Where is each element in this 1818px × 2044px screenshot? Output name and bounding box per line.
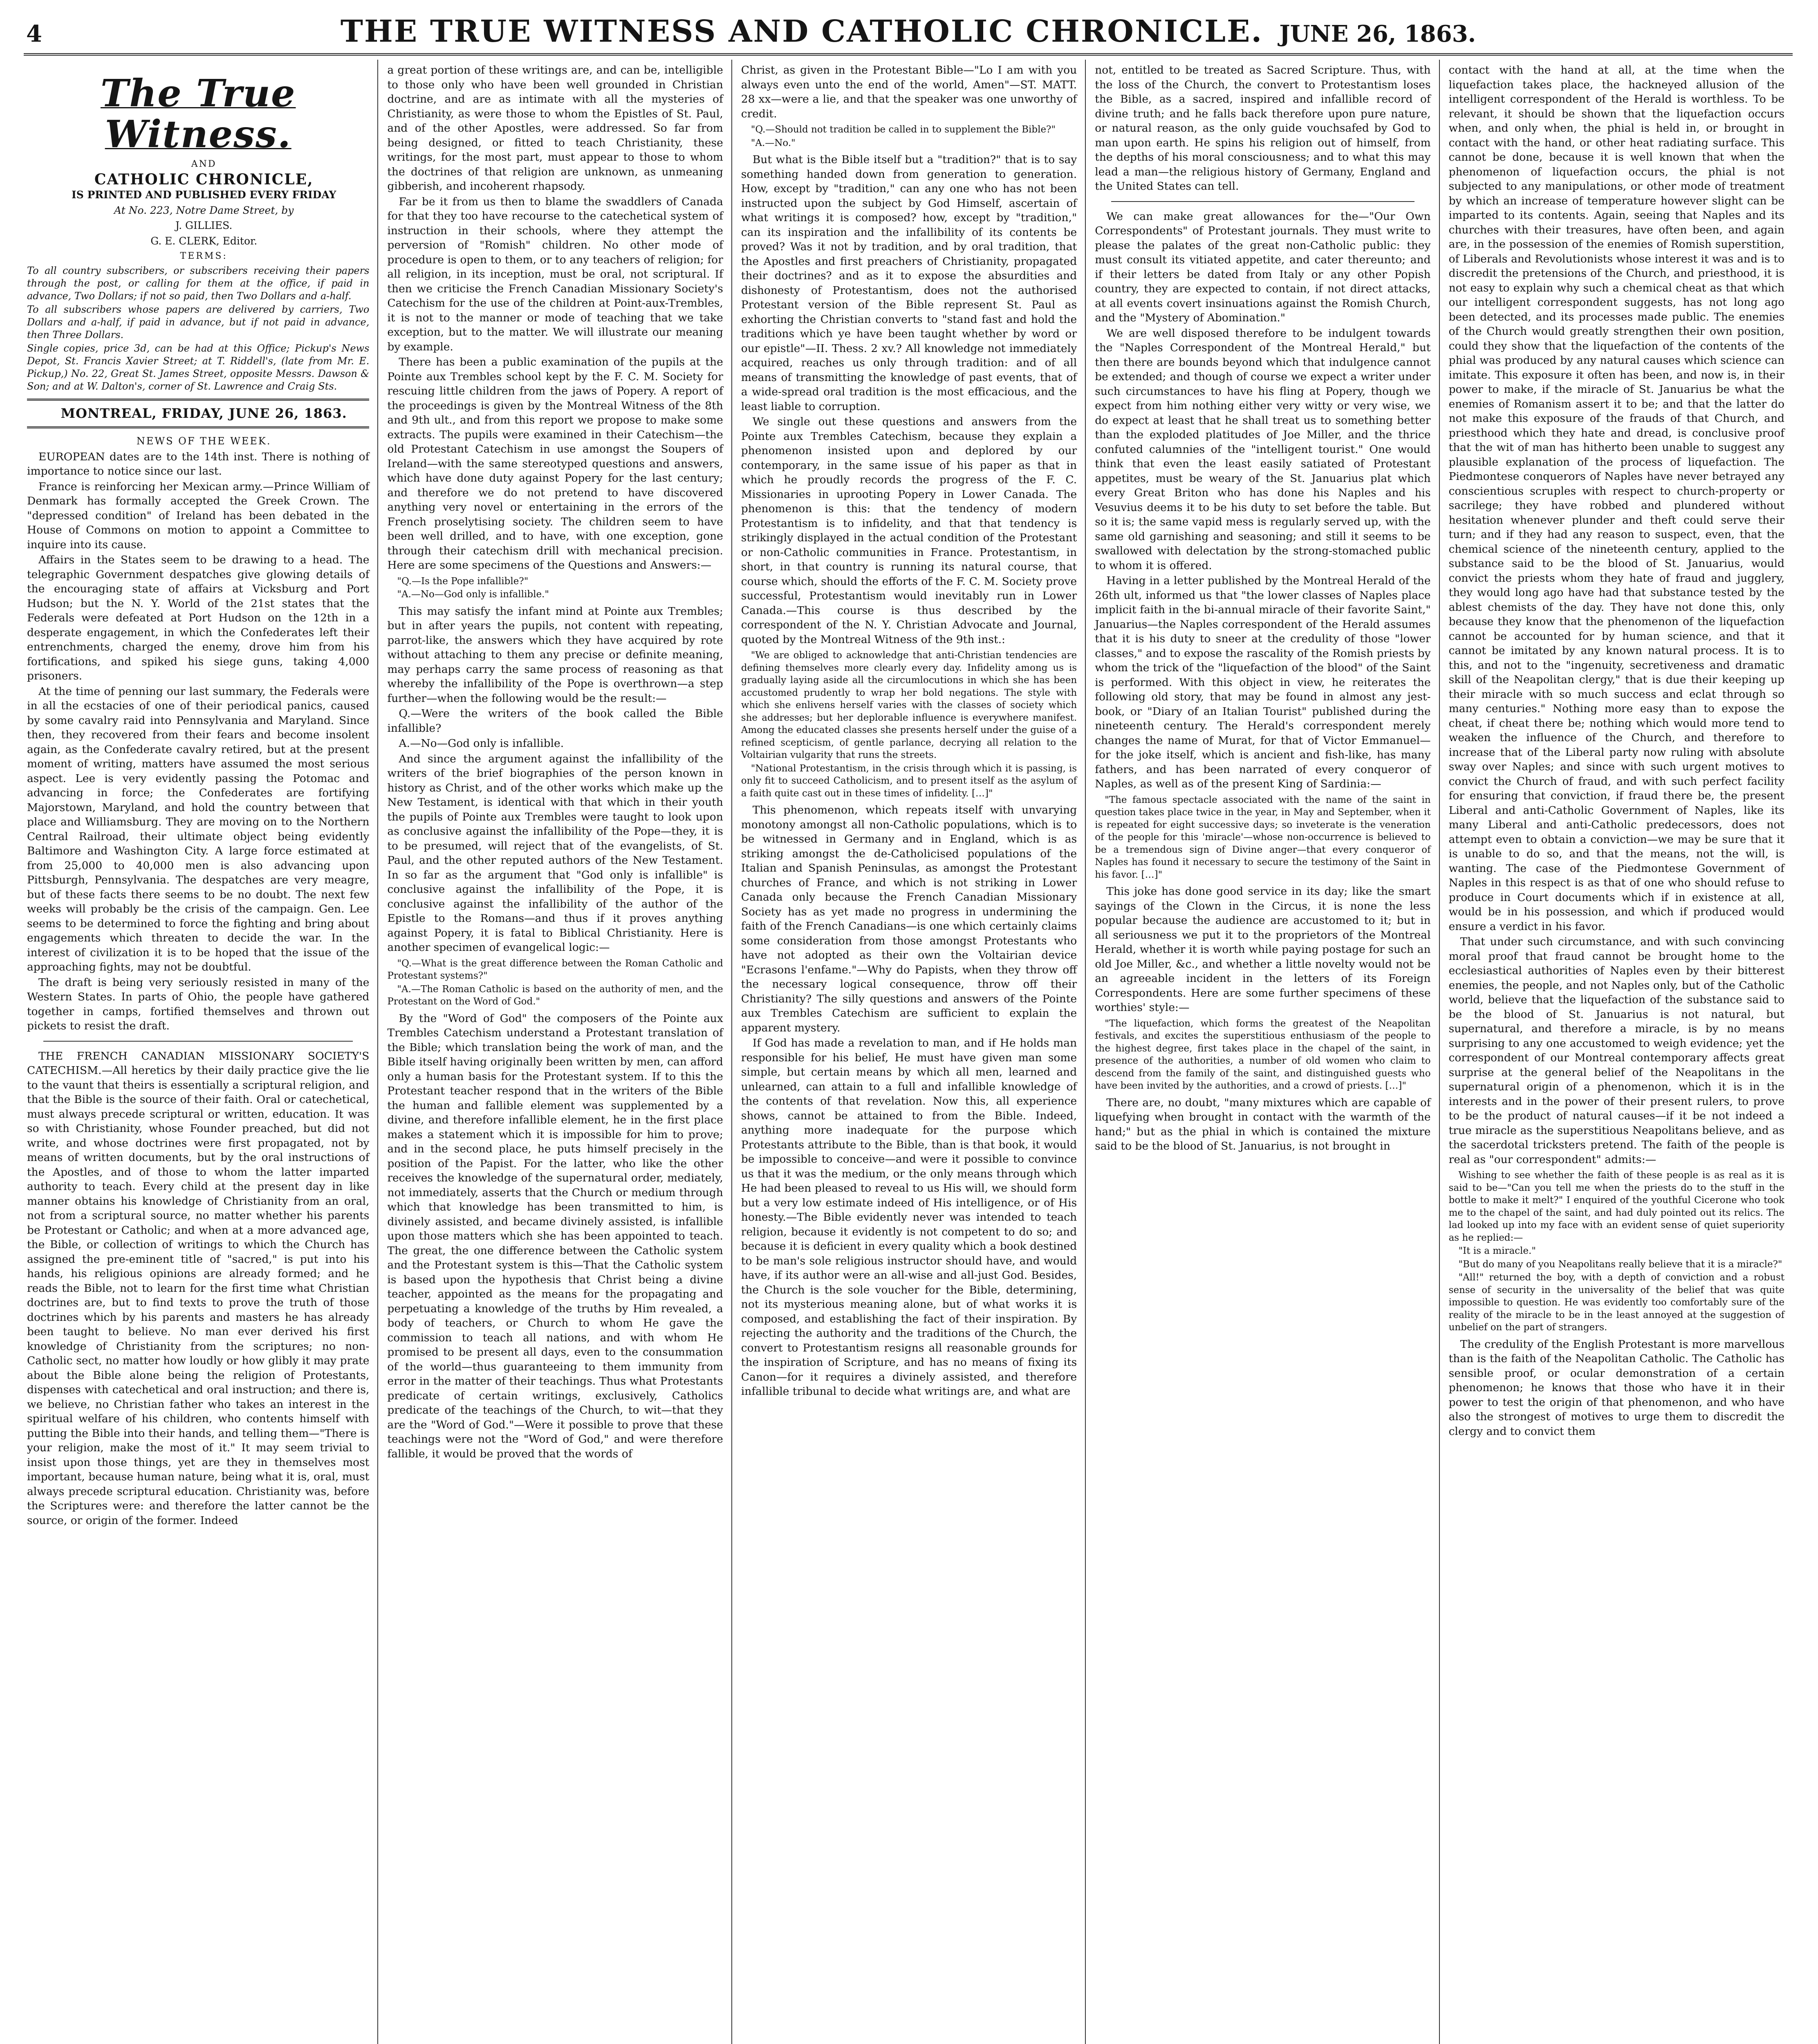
address-line: At No. 223, Notre Dame Street, by	[114, 204, 294, 216]
column-1	[24, 60, 377, 2044]
divider	[43, 1041, 353, 1042]
quote-paragraph: "National Protestantism, in the crisis through which it is passing, is only fit to succeed Catholicism, and to present itself as the asylum of a faith quite cast out in these times of infidelity. […]"	[741, 763, 1077, 799]
column-4	[1085, 60, 1439, 2044]
advocate-quote	[741, 649, 1077, 800]
column-5	[1439, 60, 1793, 2044]
article-paragraph: If God has made a revelation to man, and if He holds man responsible for his belief, He must have given man some simple, but certain means by which all men, learned and unlearned, can attain to a full and infallible knowledge of the contents of that revelation. Now this, all experience shows, cannot be attained to from the Bible. Indeed, anything more inadequate for the purpose which Protestants attribute to the Bible, than is that book, it would be impossible to conceive—and were it possible to convince us that it was the medium, or the only means through which He had been pleased to reveal to us His will, we should form but a very low estimate indeed of His intelligence, or of His honesty.—The Bible evidently never was intended to teach religion, because it evidently is not competent to do so; and because it is deficient in every quality which a book destined to be man's sole religious instructor should have, and would have, if its author were an all-wise and all-just God. Besides, the Church is the sole voucher for the Bible, determining, not its mysterious meaning alone, but of what works it is composed, and establishing the fact of their inspiration. By rejecting the authority and the traditions of the Church, the convert to Protestantism resigns all reasonable grounds for the inspiration of Scripture, and has no means of fixing its Canon—for it requires a divinely assisted, and therefore infallible tribunal to decide what writings are, and what are	[741, 1037, 1077, 1398]
qa-line: "Q.—Is the Pope infallible?"	[397, 576, 529, 587]
terms-item: To all subscribers whose papers are delivered by carriers, Two Dollars and a-half, if paid in advance, but if not paid in advance, then Three Dollars.	[27, 303, 370, 341]
divider	[1111, 201, 1414, 202]
catechism-article-lead	[27, 1049, 369, 1528]
columns	[24, 60, 1793, 2044]
article-paragraph: not, entitled to be treated as Sacred Scripture. Thus, with the loss of the Church, the convert to Protestantism loses the Bible, as a sacred, inspired and infallible record of divine truth; and he falls back therefore upon pure nature, or natural reason, as the only guide vouchsafed by God to man upon earth. He spins his religion out of himself, from the depths of his moral consciousness; and to what this may lead a man—the religious history of Germany, England and the United States can tell.	[1095, 64, 1431, 193]
divider	[27, 426, 369, 428]
quote-paragraph: "It is a miracle."	[1458, 1246, 1536, 1256]
qa-line: "A.—No."	[751, 137, 796, 148]
article-paragraph: But what is the Bible itself but a "tradition?" that is to say something handed down from generation to generation. How, except by "tradition," can any one who has not been instructed upon the subject by God Himself, ascertain of what writings it is composed? how, except by "tradition," can its inspiration and the infallibility of its contents be proved? Was it not by tradition, and by oral tradition, that the Apostles and first preachers of Christianity, propagated their doctrines? and as it to expose the absurdities and dishonesty of Protestantism, does not the authorised Protestant version of the Bible represent St. Paul as exhorting the Christian converts to "stand fast and hold the traditions which ye have been taught whether by word or our epistle"—II. Thess. 2 xv.? All knowledge not immediately acquired, reaches us only through tradition: and of all means of transmitting the knowledge of past events, that of a wide-spread oral tradition is the most efficacious, and the least liable to corruption.	[741, 153, 1077, 413]
article-paragraph: By the "Word of God" the composers of the Pointe aux Trembles Catechism understand a Protestant translation of the Bible; which translation being the work of man, and the Bible itself having originally been written by men, can afford only a human basis for the Protestant system. If to this the Protestant teacher respond that in the writers of the Bible the human and fallible element was supplemented by a divine, and therefore infallible element, he in the first place makes a statement which it is impossible for him to prove; and in the second place, he puts himself precisely in the position of the Papist. For the latter, who like the other receives the knowledge of the supernatural order, mediately, not immediately, asserts that the Church or medium through which that knowledge has been transmitted to him, is divinely assisted, and became divinely assisted, is infallible upon those matters which she has been appointed to teach. The great, the one difference between the Catholic system and the Protestant system is this—That the Catholic system is based upon the hypothesis that Christ being a divine teacher, appointed as the means for the propagating and perpetuating a knowledge of the truths by Him revealed, a body of teachers, or Church to whom He gave the commission to teach all nations, and with whom He promised to be present all days, even to the consummation of the world—thus guaranteeing to them immunity from error in the matter of their teachings. Thus what Protestants predicate of certain writings, exclusively, Catholics predicate of the teachings of the Church, to wit—that they are the "Word of God."—Were it possible to prove that these teachings were not the "Word of God," and were therefore fallible, it would be proved that the words of	[387, 1012, 723, 1460]
article-paragraph: There has been a public examination of the pupils at the Pointe aux Trembles school kept by the F. C. M. Society for rescuing little children from the jaws of Popery. A report of the proceedings is given by the Montreal Witness of the 8th and 9th ult., and from this report we propose to make some extracts. The pupils were examined in their Catechism—the old Protestant Catechism in use amongst the Soupers of Ireland—with the same stereotyped questions and answers, which have done duty against Popery for the last century; and therefore we do not pretend to have discovered anything very novel or entertaining in the errors of the French proselytising society. The children seem to have been well drilled, and to have, with one exception, gone through their catechism drill with mechanical precision. Here are some specimens of the Questions and Answers:—	[387, 356, 723, 572]
article-paragraph: Far be it from us then to blame the swaddlers of Canada for that they too have recourse to the catechetical system of instruction in their schools, where they attempt the perversion of "Romish" children. No other mode of procedure is open to them, or to any teachers of religion; for all religion, in its inception, must be oral, not scriptural. If then we criticise the French Canadian Missionary Society's Catechism for the use of the children at Point-aux-Trembles, it is not to the manner or mode of teaching that we take exception, but to the matter. We will illustrate our meaning by example.	[387, 195, 723, 353]
editor-line: G. E. CLERK, Editor.	[150, 235, 258, 247]
nameplate-and: AND	[191, 159, 217, 169]
publisher-line: J. GILLIES.	[175, 220, 233, 231]
qa-line: "A.—The Roman Catholic is based on the authority of men, and the Protestant on the Word of God."	[387, 984, 723, 1007]
article-paragraph: We single out these questions and answers from the Pointe aux Trembles Catechism, because they explain a phenomenon insisted upon and deplored by our contemporary, in the same issue of his paper as that in which he proudly records the progress of the F. C. Missionaries in uprooting Popery in Lower Canada. The phenomenon is this: that the tendency of modern Protestantism is to infidelity, and that that tendency is strikingly displayed in the actual condition of the Protestant or non-Catholic communities in France. Protestantism, in short, in that country is running its natural course, that course which, should the efforts of the F. C. M. Society prove successful, Protestantism would inevitably run in Lower Canada.—This course is thus described by the correspondent of the N. Y. Christian Advocate and Journal, quoted by the Montreal Witness of the 9th inst.:	[741, 415, 1077, 646]
nameplate-subtitle: CATHOLIC CHRONICLE,	[94, 170, 314, 188]
news-paragraph: The draft is being very seriously resisted in many of the Western States. In parts of Ohio, the people have gathered together in camps, fortified themselves and thrown out pickets to resist the draft.	[27, 976, 370, 1032]
news-paragraph: France is reinforcing her Mexican army.—Prince William of Denmark has formally accepted the Greek Crown. The "depressed condition" of Ireland has been debated in the House of Commons on motion to appoint a Committee to inquire into its cause.	[27, 480, 370, 551]
masthead	[24, 14, 1793, 56]
news-heading: NEWS OF THE WEEK.	[136, 435, 271, 447]
naples-quote	[1095, 794, 1430, 881]
quote-paragraph: "But do many of you Neapolitans really believe that it is a miracle?"	[1458, 1259, 1782, 1270]
article-paragraph: This phenomenon, which repeats itself with unvarying monotony amongst all non-Catholic populations, which is to be witnessed in Germany and in England, which is as striking amongst the de-Catholicised populations of the Italian and Spanish Peninsulas, as amongst the Protestant churches of France, and which is not striking in Lower Canada only because the French Canadian Missionary Society has as yet made no progress in undermining the faith of the French Canadians—is one which certainly claims some consideration from those amongst Protestants who have not adopted as their own the Voltairian device "Ecrasons l'enfame."—Why do Papists, when they throw off the necessary logical consequence, throw off their Christianity? The silly questions and answers of the Pointe aux Trembles Catechism are sufficient to explain the apparent mystery.	[741, 804, 1077, 1034]
news-paragraph: At the time of penning our last summary, the Federals were in all the ecstacies of one of their periodical panics, caused by some cavalry raid into Pennsylvania and Maryland. Since then, they recovered from their fears and become insolent again, as the Confederate cavalry retired, but at the present moment of writing, matters have assumed the most serious aspect. Lee is very evidently passing the Potomac and advancing in force; the Confederates are fortifying Majorstown, Maryland, and hold the country between that place and Williamsburg. They are moving on to the Northern Central Railroad, their ultimate object being evidently Baltimore and Washington City. A large force estimated at from 25,000 to 40,000 men is also advancing upon Pittsburgh, Pennsylvania. The despatches are very meagre, but of these facts there seems to be no doubt. The next few weeks will probably be the crisis of the campaign. Gen. Lee seems to be determined to force the fighting and bring about engagements which threaten to decide the war. In the interest of civilization it is to be hoped that the issue of the approaching fights, may not be doubtful.	[27, 685, 370, 973]
article-paragraph: We are well disposed therefore to be indulgent towards the "Naples Correspondent of the Montreal Herald," but then there are bounds beyond which that indulgence cannot be extended; and though of course we expect a writer under such circumstances to have his fling at Popery, though we expect from him nothing either very witty or very wise, we do expect at least that he shall treat us to something better than the exploded platitudes of Joe Miller, and the thrice confuted calumnies of the "intelligent tourist." One would think that even the least easily satiated of Protestant appetites, must be weary of the St. Januarius plat which every Great Briton who has done his Naples and his Vesuvius deems it to be his duty to set before the table. But so it is; the same vapid mess is regularly served up, with the same old garnishing and seasoning; and still it seems to be swallowed with delectation by the strong-stomached public to whom it is offered.	[1095, 327, 1431, 572]
article-paragraph: a great portion of these writings are, and can be, intelligible to those only who have been well grounded in Christian doctrine, and are as intimate with all the mysteries of Christianity, as were those to whom the Epistles of St. Paul, and of the other Apostles, were addressed. So far from being designed, or fitted to teach Christianity, these writings, for the most part, must appear to those to whom the doctrines of that religion are unknown, as unmeaning gibberish, and incoherent rhapsody.	[387, 64, 723, 193]
qa-block	[387, 575, 723, 601]
quote-paragraph: "The famous spectacle associated with the name of the saint in question takes place twice in the year, in May and September, when it is repeated for eight successive days; so inveterate is the veneration of the people for this 'miracle'—whose non-occurrence is believed to be a tremendous sign of Divine anger—that every conqueror of Naples has found it necessary to secure the testimony of the Saint in his favor. […]"	[1095, 794, 1431, 880]
qa-line: "Q.—Should not tradition be called in to supplement the Bible?"	[751, 124, 1056, 135]
running-date: JUNE 26, 1863.	[1279, 20, 1476, 47]
news-paragraph: Affairs in the States seem to be drawing to a head. The telegraphic Government despatches give glowing details of the encouraging state of affairs at Vicksburg and Port Hudson; but the N. Y. World of the 21st states that the Federals were defeated at Port Hudson on the 12th in a desperate engagement, in which the Confederates left their entrenchments, charged the enemy, drove him from his fortifications, and spiked his siege guns, taking 4,000 prisoners.	[27, 554, 370, 682]
article-paragraph: This joke has done good service in its day; like the smart sayings of the Clown in the Circus, it is none the less popular because the audience are accustomed to it; but in all seriousness we put it to the proprietors of the Montreal Herald, whether it is worth while paying postage for such an old Joe Miller, &c., and whether a little novelty would not be an agreeable incident in the letters of its Foreign Correspondents. Here are some further specimens of these worthies' style:—	[1095, 885, 1431, 1014]
quote-paragraph: Wishing to see whether the faith of these people is as real as it is said to be—"Can you tell me when the priests do to the stuff in the bottle to make it melt?" I enquired of the youthful Cicerone who took me to the chapel of the saint, and had duly pointed out its relics. The lad looked up into my face with an evident sense of quiet superiority as he replied:—	[1448, 1170, 1784, 1243]
article-paragraph: A.—No—God only is infallible.	[399, 737, 564, 750]
article-paragraph: Q.—Were the writers of the book called the Bible infallible?	[387, 707, 723, 735]
qa-line: "Q.—What is the great difference between the Roman Catholic and Protestant systems?"	[387, 958, 723, 981]
printed-line: IS PRINTED AND PUBLISHED EVERY FRIDAY	[72, 189, 336, 201]
terms-block	[27, 264, 369, 393]
article-paragraph: Having in a letter published by the Montreal Herald of the 26th ult, informed us that "the lower classes of Naples place implicit faith in the bi-annual miracle of their favorite Saint," Januarius—the Naples correspondent of the Herald assumes that it is his duty to sneer at the credulity of those "lower classes," and to expose the rascality of the Romish priests by whom the trick of the "liquefaction of the blood" of the Saint is performed. With this object in view, he reiterates the following old story, that may be found in almost any jest-book, or "Diary of an Italian Tourist" published during the nineteenth century. The Herald's correspondent merely changes the name of Murat, for that of Victor Emmanuel—for the joke itself, which is ancient and fish-like, has many fathers, and has been narrated of every conqueror of Naples, as well as of the present King of Sardinia:—	[1095, 574, 1431, 790]
quote-paragraph: "The liquefaction, which forms the greatest of the Neapolitan festivals, and excites the superstitious enthusiasm of the people to the highest degree, first takes place in the chapel of the saint, in presence of the authorities, a number of old women who claim to descend from the family of the saint, and distinguished guests who have been invited by the authorities, and a crowd of priests. […]"	[1095, 1018, 1431, 1091]
article-paragraph: The credulity of the English Protestant is more marvellous than is the faith of the Neapolitan Catholic. The Catholic has sensible proof, or ocular demonstration of a certain phenomenon; he knows that those who have it in their power to test the origin of that phenomenon, and who have also the strongest of motives to urge them to discredit the clergy and to convict them	[1448, 1338, 1784, 1438]
article-paragraph: This may satisfy the infant mind at Pointe aux Trembles; but in after years the pupils, not content with repeating, parrot-like, the answers which they have acquired by rote without attaching to them any precise or definite meaning, may perhaps carry the same process of reasoning as that whereby the infallibility of the Pope is overthrown—a step further—when the following would be the result:—	[387, 605, 723, 705]
article-paragraph: And since the argument against the infallibility of the writers of the brief biographies of the person known in history as Christ, and of the other works which make up the New Testament, is identical with that which in their youth the pupils of Pointe aux Trembles were taught to look upon as conclusive against the infallibility of the Pope—they, it is to be presumed, will reject that of the evangelists, of St. Paul, and the other reputed authors of the New Testament. In so far as the argument that "God only is infallible" is conclusive against the infallibility of the Pope, it is conclusive against the infallibility of the author of the Epistle to the Romans—and thus if it proves anything against Popery, it is fatal to Biblical Christianity. Here is another specimen of evangelical logic:—	[387, 752, 723, 954]
boy-quote	[1449, 1169, 1784, 1334]
catechism-lead-text: —All heretics by their daily practice give the lie to the vaunt that theirs is essentially a scriptural religion, and that the Bible is the source of their faith. Oral or catechetical, must always precede scriptural or written, education. It was so with Christianity, whose Founder preached, but did not write, and whose doctrines were first propagated, not by means of written documents, but by the oral instructions of the Apostles, and of those to whom the latter imparted authority to teach. Every child at the present day in like manner obtains his knowledge of Christianity from an oral, not from a scriptural source, no matter whether his parents be Protestant or Catholic; and when at a more advanced age, the Bible, or collection of writings to which the Church has assigned the pre-eminent title of "sacred," is put into his hands, his religious opinions are already formed; and he reads the Bible, not to learn for the first time what Christian doctrines are, but to find texts to prove the truth of those doctrines which by his parents and masters he has already been taught to believe. No man ever derived his first knowledge of Christianity from the scriptures; no non-Catholic sect, no matter how loudly or how glibly it may prate about the Bible alone being the religion of Protestants, dispenses with catechetical and oral instruction; and there is, we believe, no Christian father who takes an interest in the spiritual welfare of his children, who contents himself with putting the Bible into their hands, and telling them—"There is your religion, make the most of it." It may seem trivial to insist upon those things, yet are they in themselves most important, because human nature, being what it is, oral, must always precede scriptural education. Christianity was, before the Scriptures were: and therefore the latter cannot be the source, or origin of the former. Indeed	[27, 1064, 370, 1527]
quote-paragraph: "We are obliged to acknowledge that anti-Christian tendencies are defining themselves more clearly every day. Infidelity among us is gradually laying aside all the circumlocutions in which she has been accustomed prudently to wrap her bold negations. The style with which she enlivens herself varies with the classes of society which she addresses; but her deplorable influence is everywhere manifest. Among the educated classes she presents herself under the guise of a refined scepticism, of gentle parlance, decrying all relation to the Voltairian vulgarity that runs the streets.	[741, 650, 1077, 760]
catechism-heading: THE FRENCH CANADIAN MISSIONARY SOCIETY'S CATECHISM.	[27, 1049, 370, 1077]
dateline: MONTREAL, FRIDAY, JUNE 26, 1863.	[61, 405, 347, 421]
nameplate-title: The True Witness.	[100, 71, 296, 156]
article-paragraph: contact with the hand at all, at the time when the liquefaction takes place, the hackneyed allusion of the intelligent correspondent of the Herald is worthless. To be relevant, it should be shown that the liquefaction occurs when, and only when, the phial is held in, or brought in contact with the hand, or other heat radiating surface. This cannot be done, because it is well known that when the phenomenon of liquefaction occurs, the phial is not subjected to any manipulations, or other mode of treatment by which an increase of temperature however slight can be imparted to its contents. Again, seeing that Naples and its churches with their treasures, have often been, and again are, in the possession of the enemies of Romish superstition, of Liberals and Revolutionists whose interest it was and is to discredit the pretensions of the Church, and priesthood, it is not easy to explain why such a chemical cheat as that which our intelligent correspondent suggests, has not long ago been detected, and its processes made public. The enemies of the Church would greatly strengthen their own position, could they show that the liquefaction of the contents of the phial was produced by any natural causes which science can imitate. This exposure it often has been, and now is, in their power to make, if the miracle of St. Januarius be what the enemies of Romanism assert it to be; and that the latter do not make this exposure of the frauds of that Church, and priesthood which they hate and dread, is conclusive proof that the wit of man has hitherto been unable to suggest any plausible explanation of the process of liquefaction. The Piedmontese conquerors of Naples have never betrayed any conscientious scruples with respect to church-property or sacrilege; they have robbed and plundered without hesitation whenever plunder and theft could serve their turn; and if they had any reason to suspect, even, that the chemical science of the nineteenth century, applied to the substance said to be the blood of St. Januarius, would convict the priests whom they hate of fraud and jugglery, they would long ago have had that substance tested by the ablest chemists of the day. They have not done this, only because they know that the phenomenon of the liquefaction cannot be accounted for by human science, and that it cannot be imitated by any known natural process. It is to this, and not to the "ingenuity, secretiveness and dramatic skill of the Neapolitan clergy," that is due their keeping up their miracle with so much success and eclat through so many centuries." Nothing more easy than to expose the cheat, if cheat there be; nothing which would more tend to weaken the influence of the Church, and therefore to increase that of the Liberal party now ruling with absolute sway over Naples; and since with such urgent motives to convict the Church of fraud, and with such perfect facility for ensuring that conviction, if fraud there be, the present Liberal and anti-Catholic Government of Naples, like its many Liberal and anti-Catholic predecessors, does not attempt even to obtain a conviction—we may be sure that it is unable to do so, and that the means, not the will, is wanting. The case of the Piedmontese Government of Naples in this respect is as that of one who should refuse to produce in Court documents which if in existence at all, would be in his possession, and which if produced would ensure a verdict in his favor.	[1448, 64, 1784, 933]
column-3	[731, 60, 1085, 2044]
column-2	[377, 60, 731, 2044]
divider	[27, 399, 369, 401]
terms-heading: TERMS:	[180, 251, 228, 261]
article-paragraph: We can make great allowances for the—"Our Own Correspondents" of Protestant journals. They must write to please the palates of the great non-Catholic public: they must consult its vitiated appetite, and cater thereunto; and if their letters be dated from Italy or any other Popish country, they are expected to contain, if not direct attacks, at all events covert insinuations against the Romish Church, and the "Mystery of Abomination."	[1095, 210, 1431, 324]
article-paragraph: Christ, as given in the Protestant Bible—"Lo I am with you always even unto the end of the world, Amen"—ST. MATT. 28 xx—were a lie, and that the speaker was one unworthy of credit.	[741, 64, 1077, 120]
news-paragraph: EUROPEAN dates are to the 14th inst. There is nothing of importance to notice since our last.	[27, 450, 370, 477]
qa-block	[387, 957, 723, 1008]
running-title: THE TRUE WITNESS AND CATHOLIC CHRONICLE.	[340, 14, 1263, 49]
page-number: 4	[26, 20, 42, 47]
qa-block	[741, 123, 1077, 149]
naples-quote	[1095, 1018, 1430, 1092]
quote-paragraph: "All!" returned the boy, with a depth of conviction and a robust sense of security in the universality of the belief that was quite impossible to question. He was evidently too comfortably sure of the reality of the miracle to be in the least annoyed at the suggestion of unbelief on the part of strangers.	[1448, 1272, 1784, 1333]
masthead-title-group	[92, 14, 1725, 49]
article-paragraph: That under such circumstance, and with such convincing moral proof that fraud cannot be brought home to the ecclesiastical authorities of Naples even by their bitterest enemies, the people, and not Naples only, but of the Catholic world, believe that the liquefaction of the substance said to be the blood of St. Januarius is not natural, but supernatural, and therefore a miracle, is by no means surprising to any one accustomed to weigh evidence; yet the correspondent of our Montreal contemporary affects great surprise at the general belief of the Neapolitans in the supernatural origin of a phenomenon, which it is in the interests and in the power of their present rulers, to prove to be the product of natural causes—if it be not indeed a true miracle as the superstitious Neapolitans believe, and as the sacerdotal tricksters pretend. The faith of the people is real as "our correspondent" admits:—	[1448, 935, 1784, 1166]
qa-line: "A.—No—God only is infallible."	[397, 589, 549, 600]
terms-item: To all country subscribers, or subscribers receiving their papers through the post, or calling for them at the office, if paid in advance, Two Dollars; if not so paid, then Two Dollars and a-half.	[27, 264, 370, 302]
terms-item: Single copies, price 3d, can be had at this Office; Pickup's News Depot, St. Francis Xavier Street; at T. Riddell's, (late from Mr. E. Pickup,) No. 22, Great St. James Street, opposite Messrs. Dawson & Son; and at W. Dalton's, corner of St. Lawrence and Craig Sts.	[27, 342, 370, 392]
article-paragraph: There are, no doubt, "many mixtures which are capable of liquefying when brought in contact with the warmth of the hand;" but as the phial in which is contained the mixture said to be the blood of St. Januarius, is not brought in	[1095, 1096, 1431, 1152]
